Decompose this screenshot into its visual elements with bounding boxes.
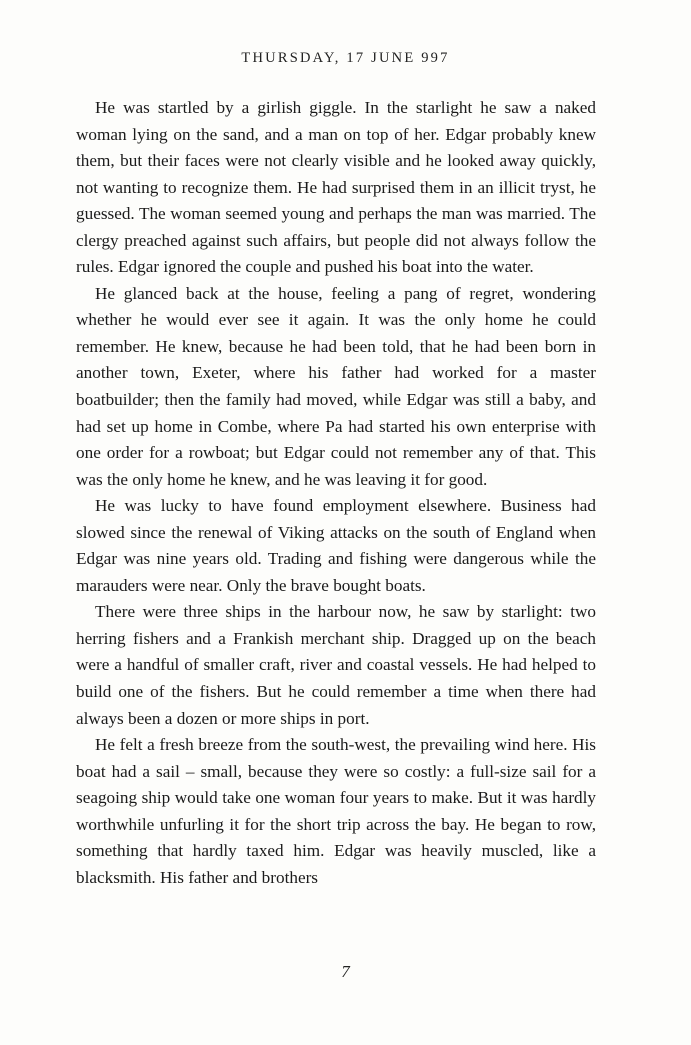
paragraph-1: He was startled by a girlish giggle. In the starlight he saw a naked woman lying on the sand, and a man on top of her. Edgar probably knew them, but their faces were not clearly visible and he looked away quickly, not wanting to recognize them. He had surprised them in an illicit tryst, he guessed. The woman seemed young and perhaps the man was married. The clergy preached against such affairs, but people did not always follow the rules. Edgar ignored the couple and pushed his boat into the water.	[76, 98, 596, 277]
body-text	[76, 95, 596, 891]
paragraph-5: He felt a fresh breeze from the south-west, the prevailing wind here. His boat had a sail – small, because they were so costly: a full-size sail for a seagoing ship would take one woman four years to make. But it was hardly worthwhile unfurling it for the short trip across the bay. He began to row, something that hardly taxed him. Edgar was heavily muscled, like a blacksmith. His father and brothers	[76, 735, 596, 887]
paragraph-2: He glanced back at the house, feeling a pang of regret, wondering whether he would ever see it again. It was the only home he could remember. He knew, because he had been told, that he had been born in another town, Exeter, where his father had worked for a master boatbuilder; then the family had moved, while Edgar was still a baby, and had set up home in Combe, where Pa had started his own enterprise with one order for a rowboat; but Edgar could not remember any of that. This was the only home he knew, and he was leaving it for good.	[76, 283, 596, 489]
paragraph-3: He was lucky to have found employment elsewhere. Business had slowed since the renewal of Viking attacks on the south of England when Edgar was nine years old. Trading and fishing were dangerous while the marauders were near. Only the brave bought boats.	[76, 496, 596, 595]
page-number: 7	[341, 962, 350, 981]
paragraph-4: There were three ships in the harbour now, he saw by starlight: two herring fishers and a Frankish merchant ship. Dragged up on the beach were a handful of smaller craft, river and coastal vessels. He had helped to build one of the fishers. But he could remember a time when there had always been a dozen or more ships in port.	[76, 602, 596, 728]
running-head: THURSDAY, 17 JUNE 997	[241, 50, 450, 66]
